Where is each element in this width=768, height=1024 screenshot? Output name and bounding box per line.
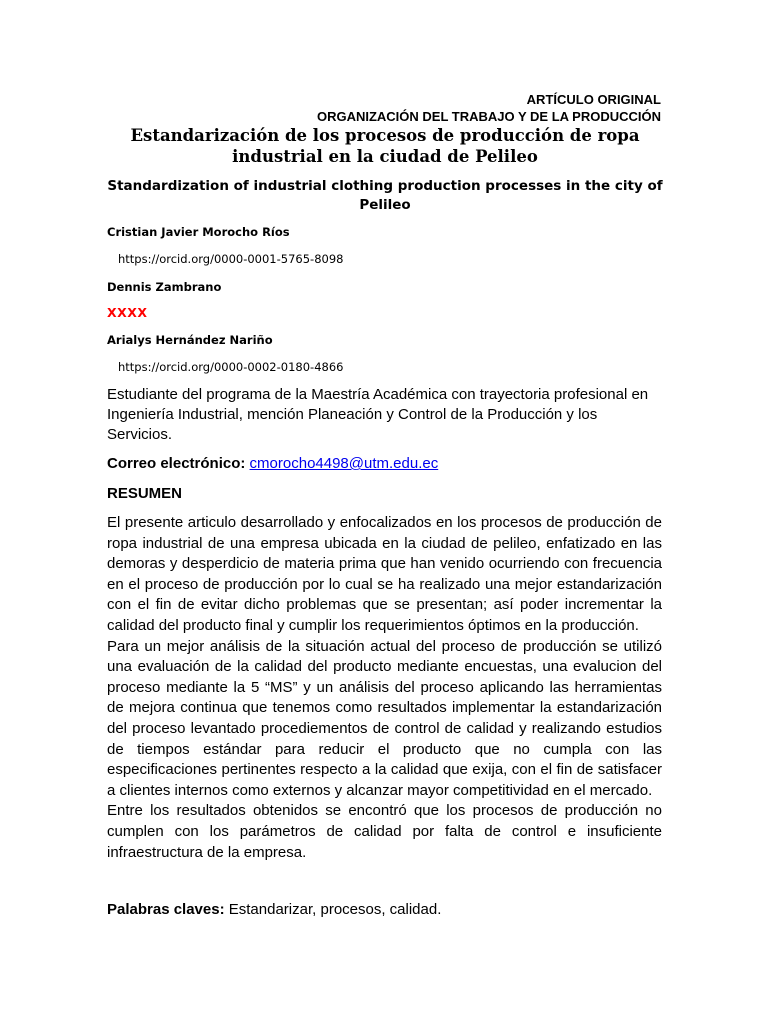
author-placeholder: XXXX: [107, 305, 148, 320]
author-name: Cristian Javier Morocho Ríos: [107, 225, 290, 239]
section-label: ORGANIZACIÓN DEL TRABAJO Y DE LA PRODUCCIÓN: [316, 109, 661, 124]
keywords-value: Estandarizar, procesos, calidad.: [224, 901, 442, 918]
author-name: Dennis Zambrano: [107, 280, 222, 294]
email-label: Correo electrónico:: [107, 455, 246, 472]
article-type-label: ARTÍCULO ORIGINAL: [526, 92, 661, 107]
keywords-label: Palabras claves:: [107, 901, 225, 918]
abstract-paragraph: Entre los resultados obtenidos se encontró que los procesos de producción no cumplen con los parámetros de calidad por falta de control e insuficiente infraestructura de la empresa.: [107, 802, 662, 861]
author-name: Arialys Hernández Nariño: [107, 333, 273, 347]
abstract-heading: RESUMEN: [107, 485, 183, 502]
author-orcid: https://orcid.org/0000-0001-5765-8098: [118, 252, 344, 266]
email-link[interactable]: cmorocho4498@utm.edu.ec: [249, 455, 439, 472]
author-orcid: https://orcid.org/0000-0002-0180-4866: [118, 360, 344, 374]
abstract-body: [107, 513, 662, 863]
title-spanish: Estandarización de los procesos de producción de ropa industrial en la ciudad de Pelileo: [130, 126, 640, 166]
abstract-paragraph: Para un mejor análisis de la situación actual del proceso de producción se utilizó una evaluación de la calidad del producto mediante encuestas, una evalucion del proceso mediante la 5 “MS” y un análisis del proceso aplicando las herramientas de mejora continua que tenemos como resultados implementar la estandarización del proceso levantado procediementos de control de calidad y realizando estudios de tiempos estándar para reducir el producto que no cumpla con las especificaciones pertinentes respecto a la calidad que exija, con el fin de satisfacer a clientes internos como externos y alcanzar mayor competitividad en el mercado.: [107, 637, 662, 799]
affiliation-text: Estudiante del programa de la Maestría Académica con trayectoria profesional en Ingeniería Industrial, mención Planeación y Control de la Producción y los Servicios.: [107, 386, 649, 443]
keywords-line: [107, 900, 441, 920]
title-english: Standardization of industrial clothing production processes in the city of Pelileo: [107, 178, 663, 213]
abstract-paragraph: El presente articulo desarrollado y enfocalizados en los procesos de producción de ropa industrial de una empresa ubicada en la ciudad de pelileo, enfatizado en las demoras y desperdicio de materia prima que han venido ocurriendo con frecuencia en el proceso de producción por lo cual se ha realizado una mejor estandarización con el fin de evitar dicho problemas que se presentan; así poder incrementar la calidad del producto final y cumplir los requerimientos óptimos en la producción.: [107, 514, 662, 634]
contact-line: [107, 454, 438, 474]
